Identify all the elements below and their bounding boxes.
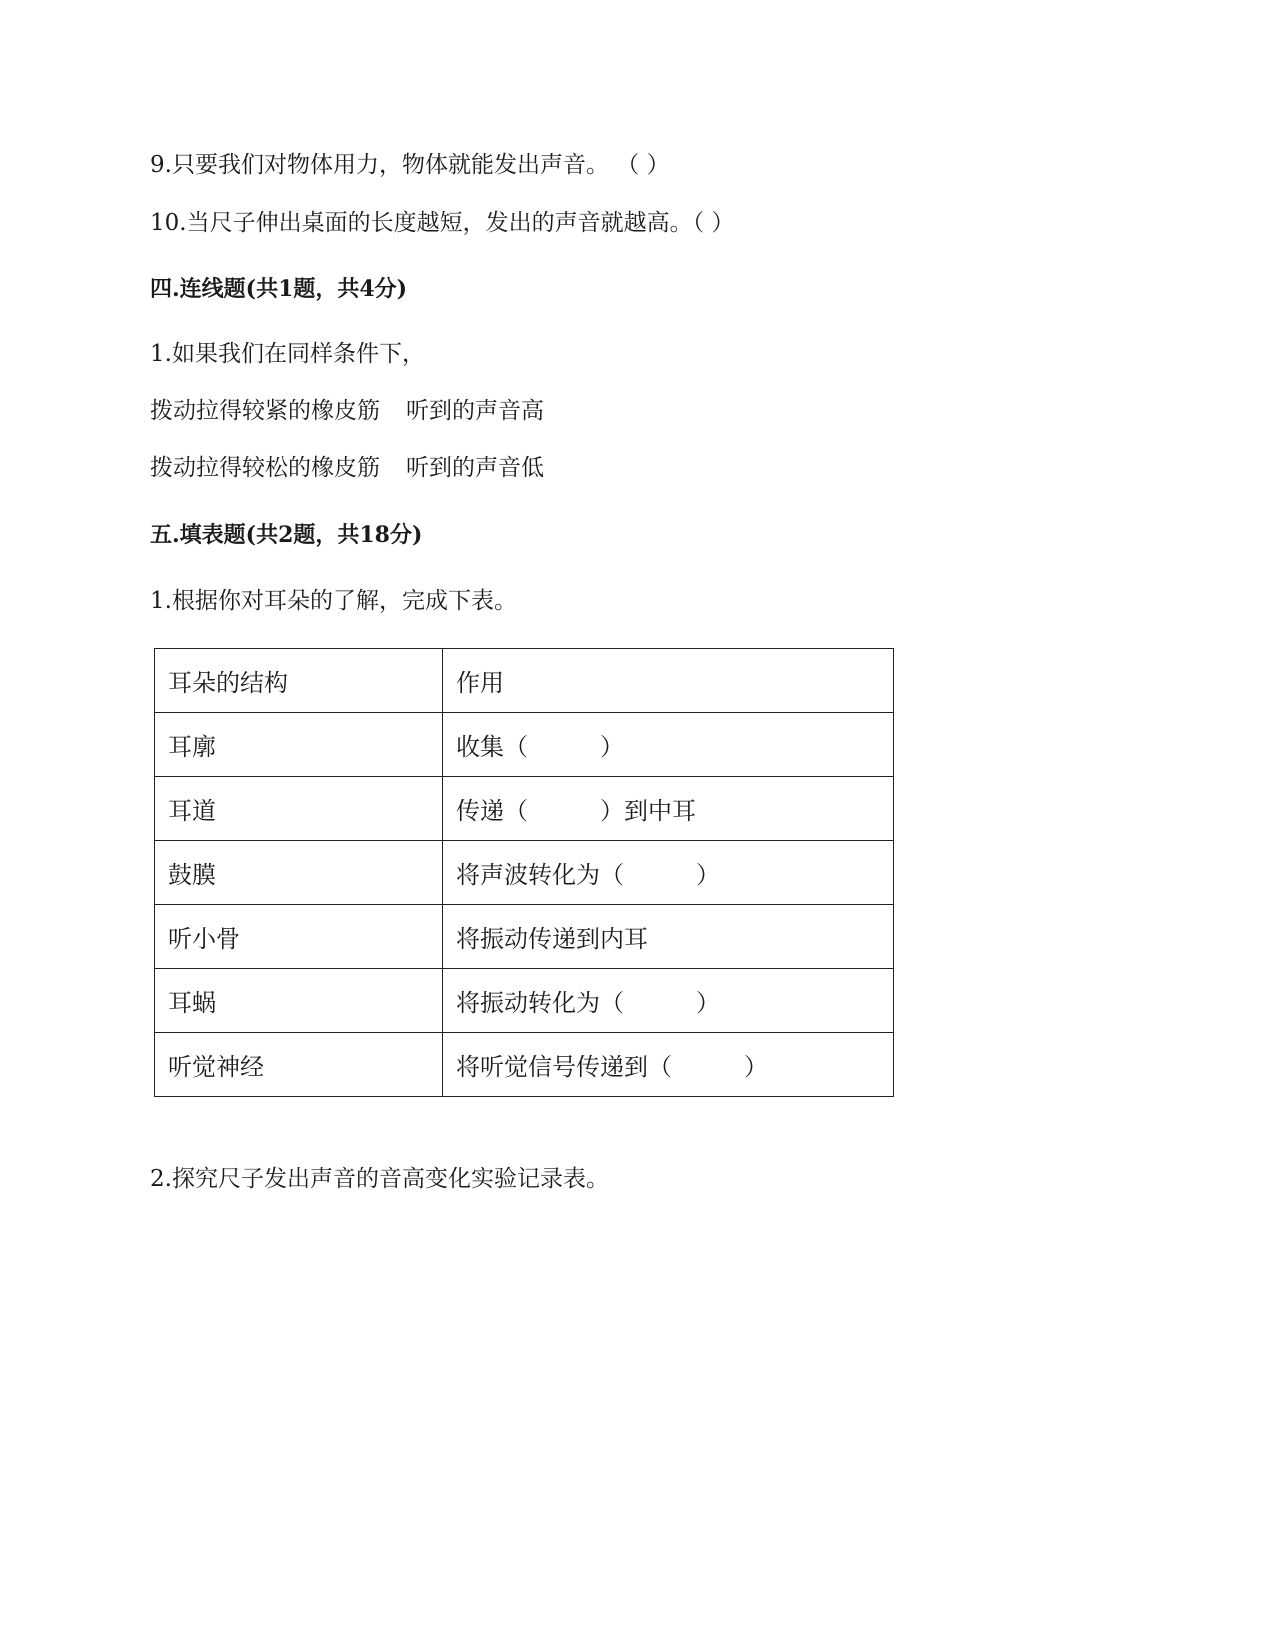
- table-cell-structure: 耳蜗: [155, 969, 443, 1033]
- table-row: [155, 841, 894, 905]
- table-cell-structure: 耳道: [155, 777, 443, 841]
- section-5-heading: 五.填表题(共2题，共18分): [150, 522, 423, 548]
- table-cell-function: 收集（ ）: [443, 713, 894, 777]
- matching-row: [150, 453, 544, 483]
- ear-structure-table: [154, 648, 894, 1097]
- matching-row: [150, 396, 544, 426]
- matching-right-item: 听到的声音高: [406, 398, 544, 424]
- table-row: [155, 777, 894, 841]
- section-5-question-1: 1.根据你对耳朵的了解，完成下表。: [150, 588, 517, 614]
- section-4-question-1: 1.如果我们在同样条件下，: [150, 341, 425, 367]
- table-row: [155, 969, 894, 1033]
- table-cell-function: 将振动传递到内耳: [443, 905, 894, 969]
- table-header-cell: 耳朵的结构: [155, 649, 443, 713]
- table-cell-function: 将声波转化为（ ）: [443, 841, 894, 905]
- table-header-row: [155, 649, 894, 713]
- table-row: [155, 713, 894, 777]
- matching-left-item: 拨动拉得较紧的橡皮筋: [150, 398, 380, 424]
- table-row: [155, 905, 894, 969]
- section-4-heading: 四.连线题(共1题，共4分): [150, 276, 408, 302]
- table-row: [155, 1033, 894, 1097]
- table-cell-function: 将听觉信号传递到（ ）: [443, 1033, 894, 1097]
- section-5-question-2: 2.探究尺子发出声音的音高变化实验记录表。: [150, 1166, 609, 1192]
- table-header-cell: 作用: [443, 649, 894, 713]
- table-cell-function: 将振动转化为（ ）: [443, 969, 894, 1033]
- table-cell-structure: 鼓膜: [155, 841, 443, 905]
- question-10: 10.当尺子伸出桌面的长度越短，发出的声音就越高。（ ）: [150, 210, 735, 236]
- matching-right-item: 听到的声音低: [406, 455, 544, 481]
- table-cell-structure: 听小骨: [155, 905, 443, 969]
- table-cell-structure: 耳廓: [155, 713, 443, 777]
- table-cell-function: 传递（ ）到中耳: [443, 777, 894, 841]
- matching-left-item: 拨动拉得较松的橡皮筋: [150, 455, 380, 481]
- table-cell-structure: 听觉神经: [155, 1033, 443, 1097]
- question-9: 9.只要我们对物体用力，物体就能发出声音。 （ ）: [150, 152, 670, 178]
